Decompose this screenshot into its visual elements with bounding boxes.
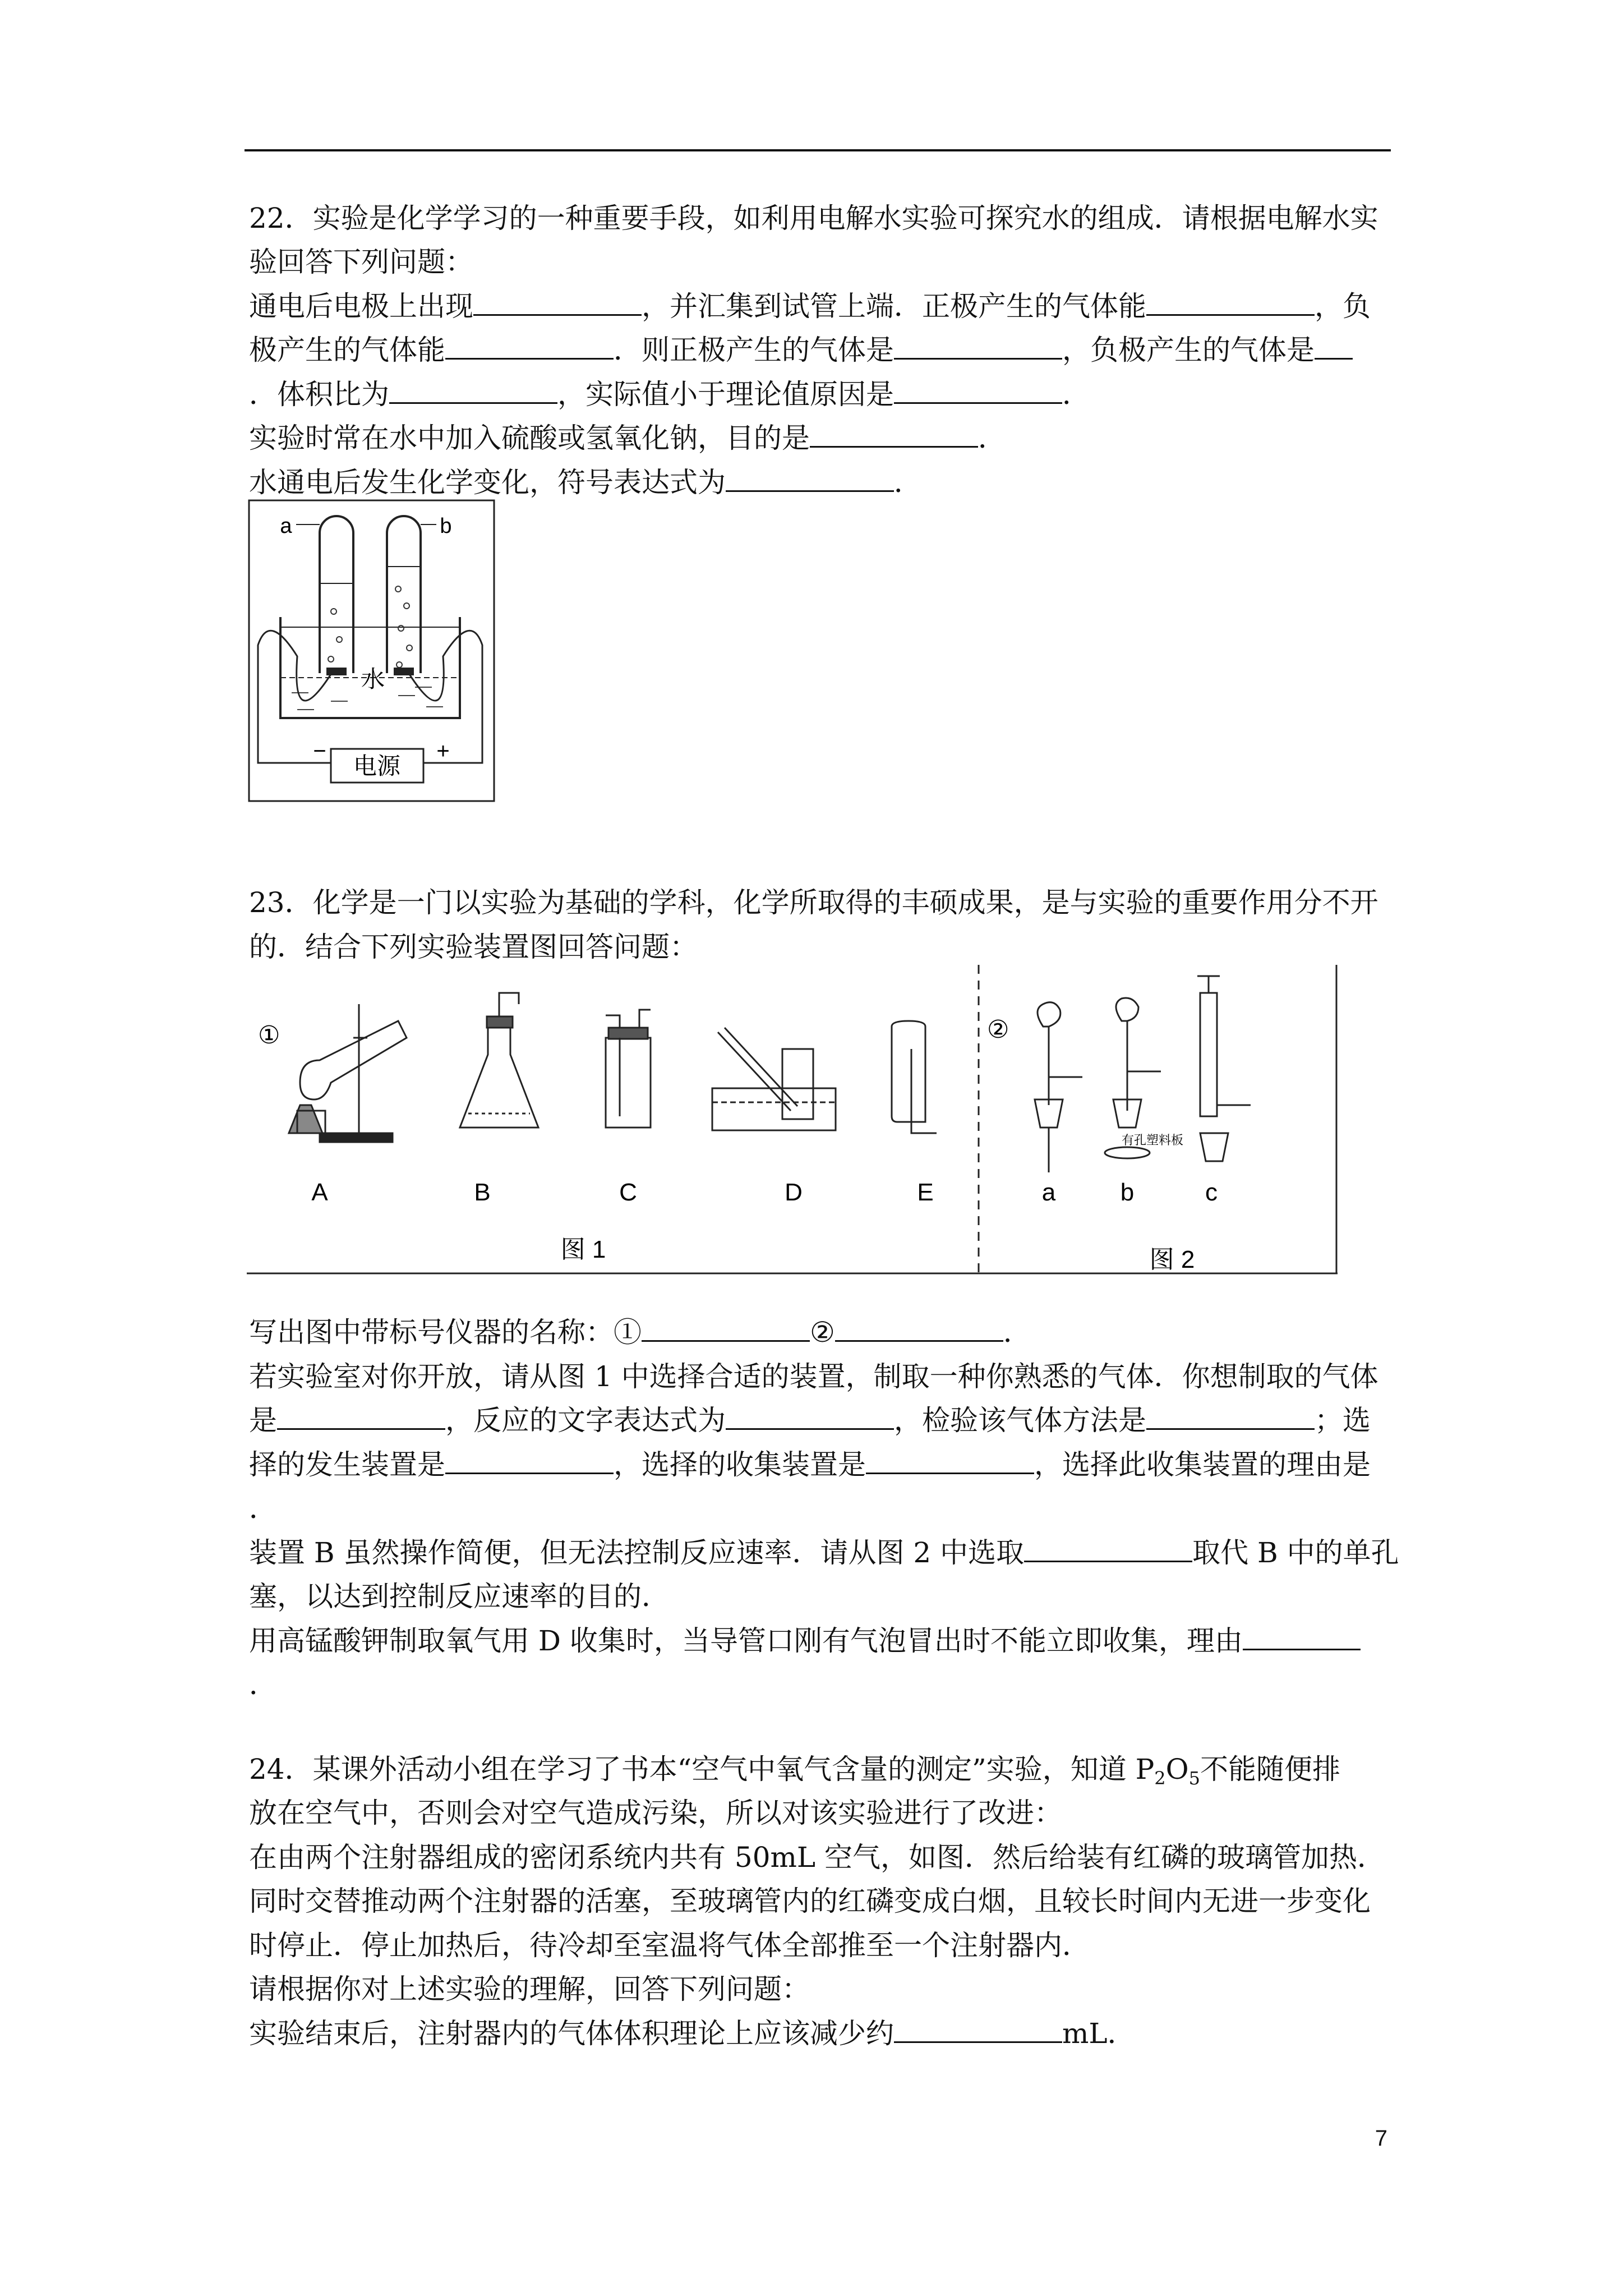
answer-blank[interactable] bbox=[894, 331, 1062, 360]
answer-blank[interactable] bbox=[1243, 1622, 1361, 1650]
apparatus-b bbox=[460, 993, 538, 1128]
q22-line-1: 22．实验是化学学习的一种重要手段，如利用电解水实验可探究水的组成．请根据电解水实 bbox=[249, 202, 1378, 234]
answer-blank[interactable] bbox=[445, 331, 614, 360]
answer-blank[interactable] bbox=[866, 1446, 1034, 1474]
answer-blank[interactable] bbox=[389, 375, 557, 404]
label-2b: b bbox=[1120, 1179, 1135, 1206]
q24-line-3: 在由两个注射器组成的密闭系统内共有 50mL 空气，如图．然后给装有红磷的玻璃管加热． bbox=[249, 1841, 1386, 1874]
answer-blank[interactable] bbox=[894, 2014, 1062, 2043]
answer-blank[interactable] bbox=[277, 1401, 445, 1430]
label-c: C bbox=[619, 1179, 637, 1206]
q24-line-6: 请根据你对上述实验的理解，回答下列问题： bbox=[249, 1973, 810, 2005]
q24-line-5: 时停止．停止加热后，待冷却至室温将气体全部推至一个注射器内． bbox=[249, 1929, 1090, 1962]
label-2a: a bbox=[1041, 1179, 1056, 1206]
answer-blank[interactable] bbox=[835, 1313, 1003, 1342]
answer-blank[interactable] bbox=[894, 375, 1062, 404]
electrolysis-apparatus-figure bbox=[247, 499, 496, 802]
marker-2: ② bbox=[987, 1016, 1009, 1043]
answer-blank[interactable] bbox=[642, 1313, 810, 1342]
q23-line-5: 是 ，反应的文字表达式为 ，检验该气体方法是 ；选 bbox=[249, 1398, 1371, 1442]
q22-line-2: 验回答下列问题： bbox=[249, 246, 473, 278]
answer-blank[interactable] bbox=[726, 1401, 894, 1430]
q22-line-7: 水通电后发生化学变化，符号表达式为 ． bbox=[249, 461, 922, 504]
q23-line-3: 写出图中带标号仪器的名称：① ② ． bbox=[249, 1310, 1031, 1354]
minus-sign: − bbox=[313, 739, 326, 763]
q24-line-4: 同时交替推动两个注射器的活塞，至玻璃管内的红磷变成白烟，且较长时间内无进一步变化 bbox=[249, 1885, 1371, 1917]
q23-line-11: ． bbox=[249, 1668, 277, 1701]
apparatus-figure bbox=[247, 965, 1338, 1279]
apparatus-a bbox=[289, 1004, 407, 1142]
marker-1: ① bbox=[258, 1022, 280, 1049]
q24-line-7: 实验结束后，注射器内的气体体积理论上应该减少约 mL． bbox=[249, 2012, 1136, 2055]
label-b: B bbox=[474, 1179, 491, 1206]
label-e: E bbox=[917, 1179, 934, 1206]
figure-2-caption: 图 2 bbox=[1149, 1246, 1195, 1273]
q22-line-3: 通电后电极上出现 ，并汇集到试管上端．正极产生的气体能 ，负 bbox=[249, 284, 1371, 328]
q22-line-4: 极产生的气体能 ．则正极产生的气体是 ，负极产生的气体是 bbox=[249, 328, 1353, 372]
answer-blank[interactable] bbox=[726, 463, 894, 492]
answer-blank[interactable] bbox=[445, 1446, 614, 1474]
power-label: 电源 bbox=[353, 753, 401, 779]
apparatus-c bbox=[606, 1010, 651, 1128]
answer-blank[interactable] bbox=[1146, 1401, 1315, 1430]
q23-line-7: ． bbox=[249, 1492, 277, 1525]
q23-line-8: 装置 B 虽然操作简便，但无法控制反应速率．请从图 2 中选取 取代 B 中的单孔 bbox=[249, 1531, 1399, 1575]
q22-line-6: 实验时常在水中加入硫酸或氢氧化钠，目的是 ． bbox=[249, 416, 1006, 460]
answer-blank[interactable] bbox=[1024, 1534, 1192, 1562]
water-label: 水 bbox=[361, 666, 385, 692]
figure-1-caption: 图 1 bbox=[560, 1236, 606, 1263]
q23-line-9: 塞，以达到控制反应速率的目的． bbox=[249, 1580, 670, 1613]
plus-sign: + bbox=[436, 739, 450, 763]
q23-line-10: 用高锰酸钾制取氧气用 D 收集时，当导管口刚有气泡冒出时不能立即收集，理由 bbox=[249, 1619, 1361, 1663]
plate-label: 有孔塑料板 bbox=[1122, 1133, 1184, 1147]
label-a: A bbox=[311, 1179, 328, 1206]
q23-line-4: 若实验室对你开放，请从图 1 中选择合适的装置，制取一种你熟悉的气体．你想制取的气体 bbox=[249, 1360, 1378, 1393]
page-number: 7 bbox=[1375, 2126, 1387, 2151]
q23-line-1: 23．化学是一门以实验为基础的学科，化学所取得的丰硕成果，是与实验的重要作用分不开 bbox=[249, 886, 1378, 919]
header-rule bbox=[245, 149, 1391, 151]
answer-blank[interactable] bbox=[1146, 287, 1315, 316]
answer-blank[interactable] bbox=[810, 419, 978, 448]
apparatus-2c bbox=[1197, 976, 1251, 1161]
label-d: D bbox=[785, 1179, 803, 1206]
q23-line-2: 的．结合下列实验装置图回答问题： bbox=[249, 931, 698, 963]
tube-a-label: a bbox=[280, 514, 292, 538]
tube-b-label: b bbox=[440, 514, 452, 538]
apparatus-2a bbox=[1035, 1002, 1082, 1172]
apparatus-e bbox=[892, 1021, 937, 1133]
q24-line-1: 24．某课外活动小组在学习了书本“空气中氧气含量的测定”实验，知道 $P_2O_5$不能随便排 bbox=[249, 1753, 1340, 1789]
label-2c: c bbox=[1205, 1179, 1218, 1206]
answer-blank[interactable] bbox=[473, 287, 642, 316]
answer-blank[interactable] bbox=[1315, 331, 1353, 360]
q24-line-2: 放在空气中，否则会对空气造成污染，所以对该实验进行了改进： bbox=[249, 1797, 1062, 1829]
apparatus-d bbox=[712, 1028, 836, 1130]
q23-line-6: 择的发生装置是 ，选择的收集装置是 ，选择此收集装置的理由是 bbox=[249, 1443, 1371, 1487]
q22-line-5: ．体积比为 ，实际值小于理论值原因是 ． bbox=[249, 372, 1090, 416]
